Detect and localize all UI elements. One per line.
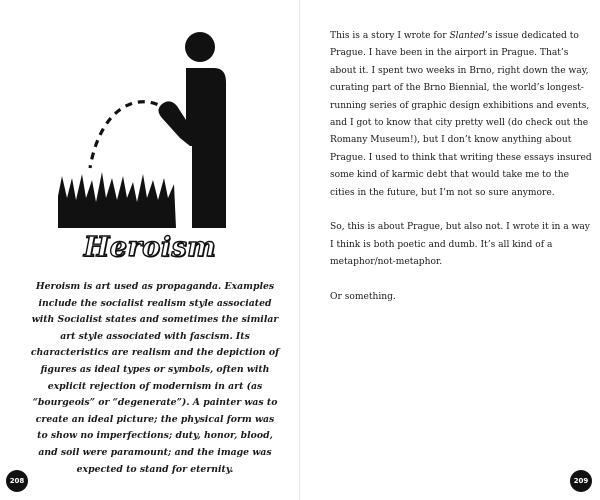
page-number-badge xyxy=(570,470,592,492)
magazine-title: Slanted xyxy=(449,31,485,41)
paragraph-1 xyxy=(330,28,592,202)
paragraph-2: So, this is about Prague, but also not. I wrote it in a way I think is both poetic and dumb. It’s all kind of a metaphor/not-metaphor. xyxy=(330,222,590,268)
essay-body xyxy=(330,28,592,324)
page-number: 209 xyxy=(573,477,589,485)
figure-head xyxy=(185,32,215,62)
paragraph-3: Or something. xyxy=(330,292,396,303)
section-heading: Heroism xyxy=(83,232,217,263)
right-page xyxy=(300,0,600,500)
paragraph-1-start: This is a story I wrote for xyxy=(330,31,450,41)
figure-urinating-pictogram xyxy=(40,28,240,228)
paragraph-1-rest: ’s issue dedicated to Prague. I have been in the airport in Prague. That’s about it. I spent two weeks in Brno, right down the way, curating part of the Brno Biennial, the world’s longest-running series of graphic design exhibitions and events, and I got to know that city pretty well (do check out the Romany Museum!), but I don’t know anything about Prague. I used to think that writing these essays insured some kind of karmic debt that would take me to the cities in the future, but I’m not so sure anymore. xyxy=(330,31,592,198)
caption-paragraph: Heroism is art used as propaganda. Examples include the socialist realism style associated with Socialist states and sometimes the similar art style associated with fascism. Its characteristics are realism and the depiction of figures as ideal types or symbols, often with explicit rejection of modernism in art (as “bourgeois” or “degenerate”). A painter was to create an ideal picture; the physical form was to show no imperfections; duty, honor, blood, and soil were paramount; and the image was expected to stand for eternity. xyxy=(30,281,280,475)
page-number-badge xyxy=(6,470,28,492)
pictogram-graphic xyxy=(40,28,240,228)
grass-clump xyxy=(58,172,176,228)
page-number: 208 xyxy=(9,477,25,485)
